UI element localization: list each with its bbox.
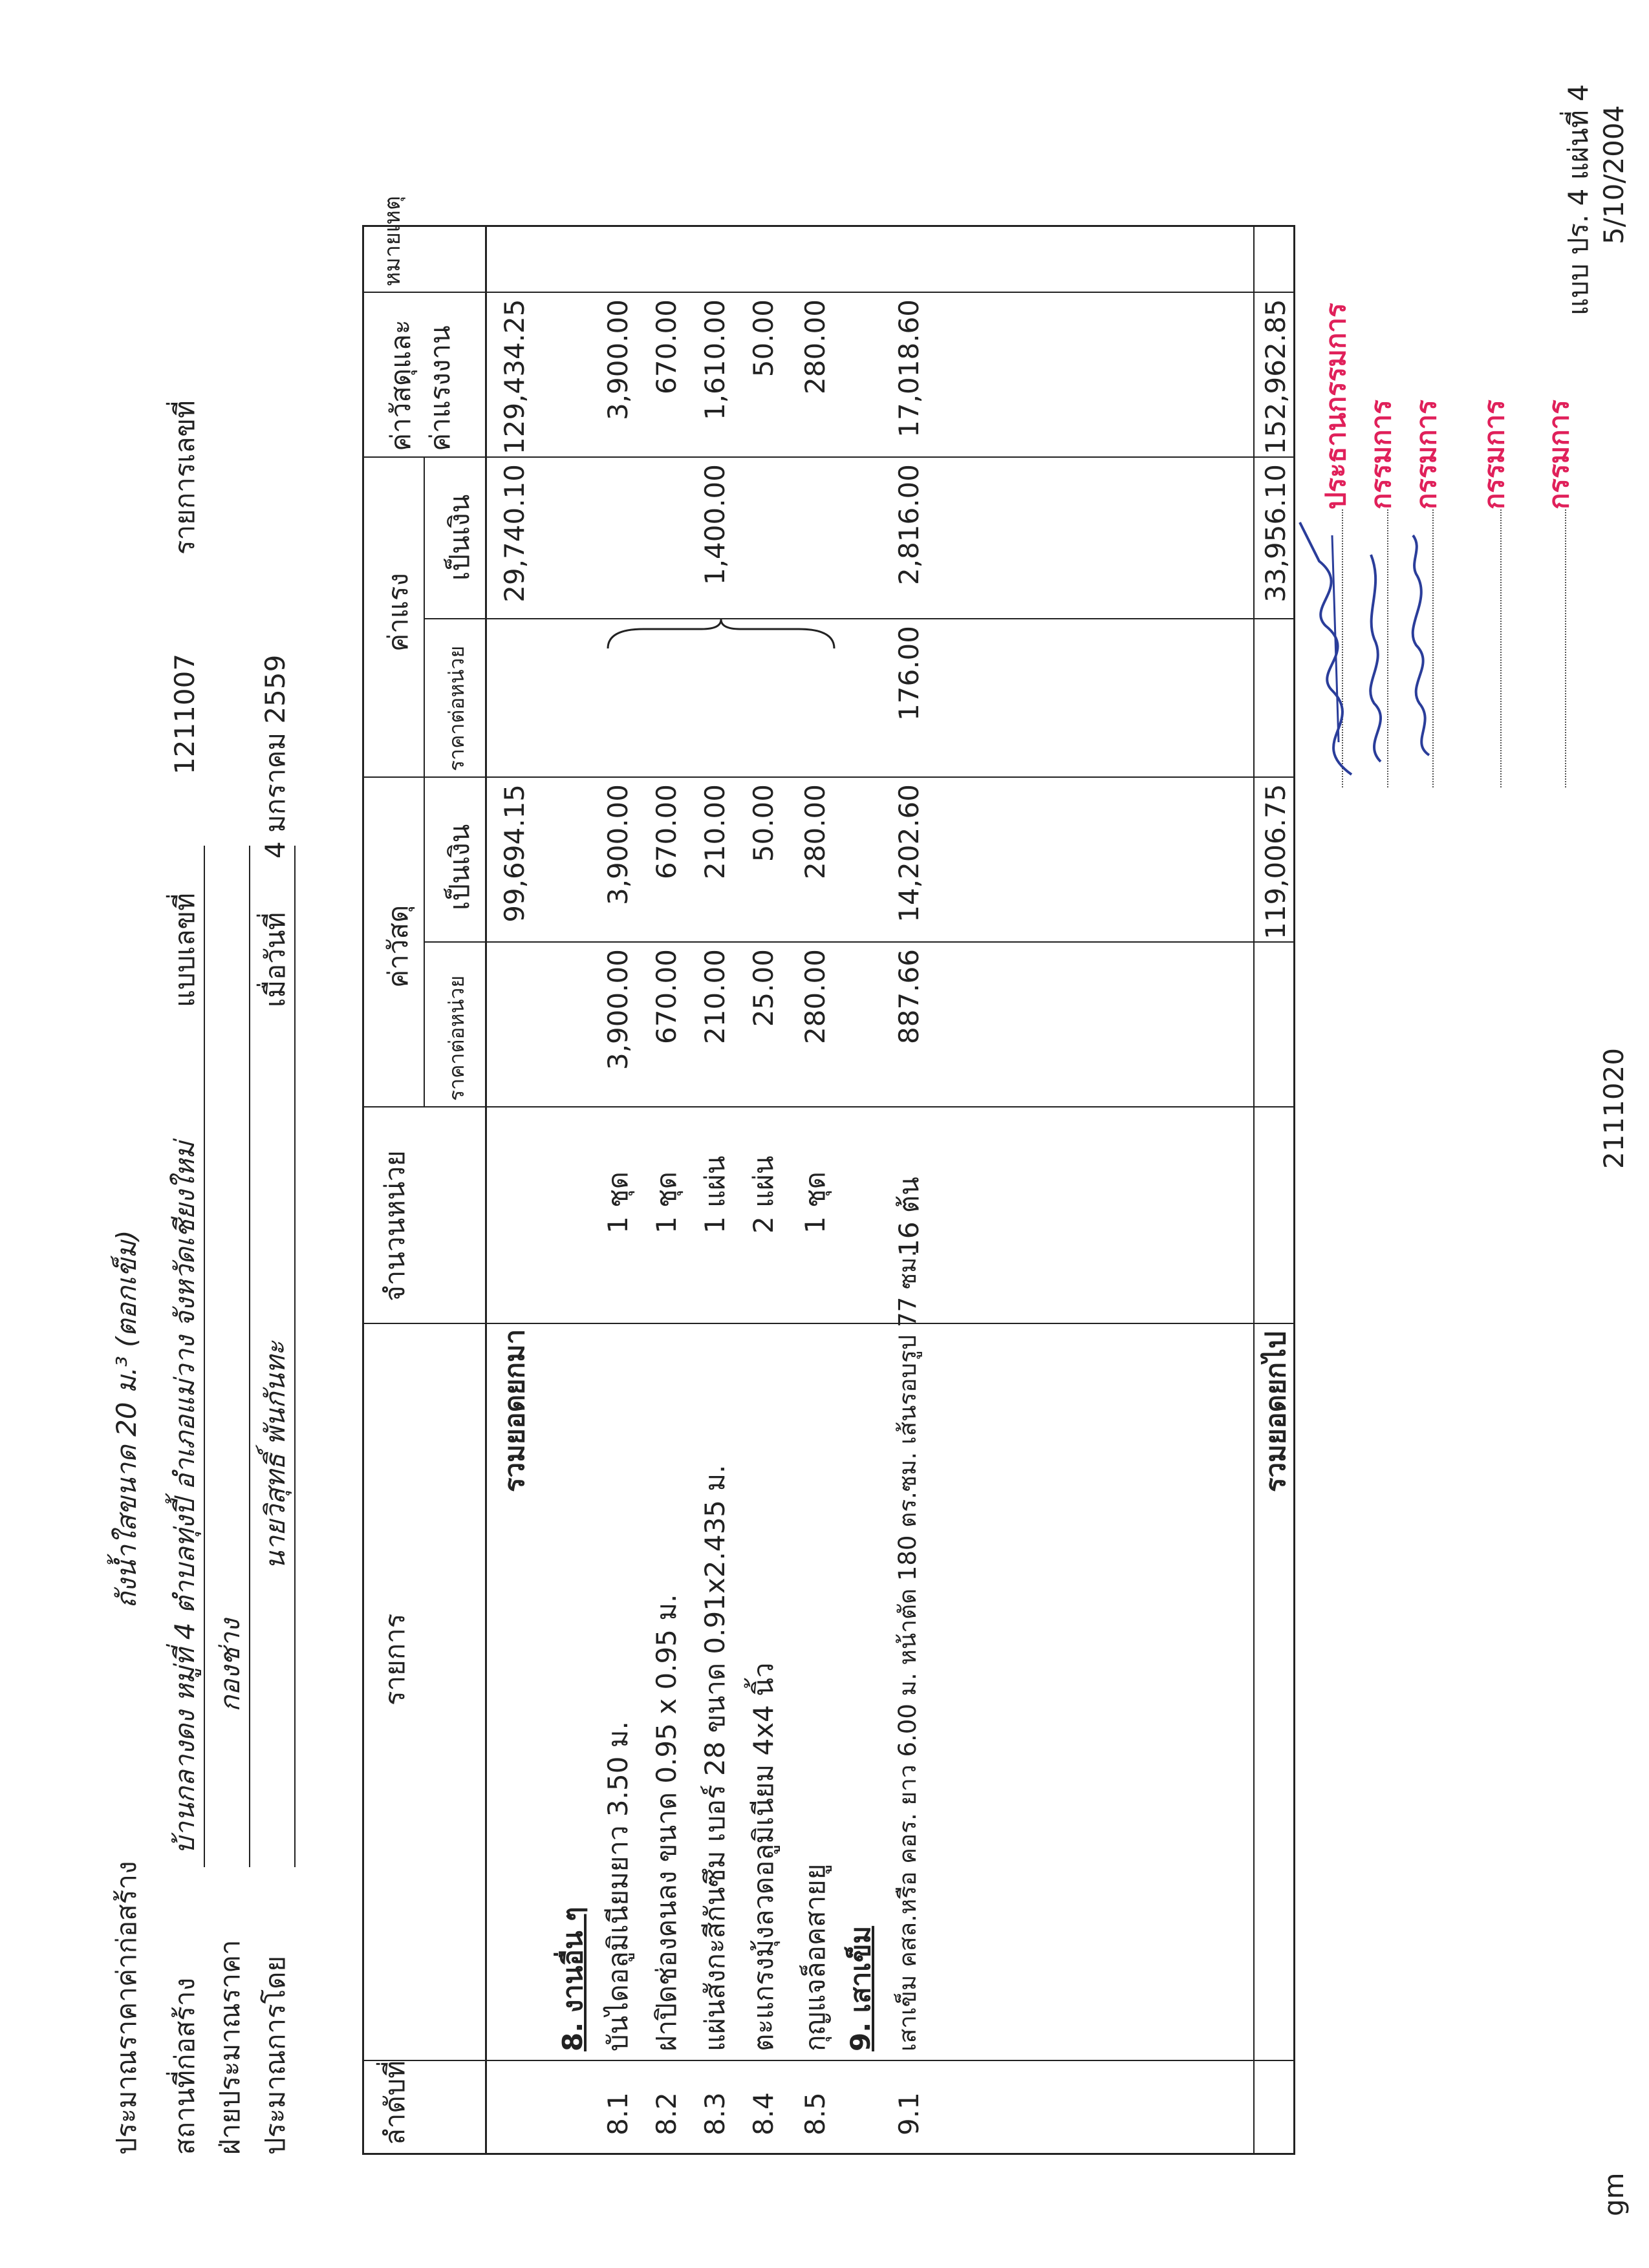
row-8-5-mt: 280.00 bbox=[799, 784, 831, 879]
by-underline bbox=[294, 846, 296, 1867]
design-value: 1211007 bbox=[169, 653, 200, 775]
row-8-2-sum: 670.00 bbox=[651, 299, 682, 394]
row-9-1-lt: 2,816.00 bbox=[893, 464, 925, 586]
table-left bbox=[362, 2153, 1295, 2155]
footer-center: 2111020 bbox=[1598, 1047, 1630, 1169]
col-header-remark: หมายเหตุ bbox=[380, 196, 405, 286]
sub-header-line-material bbox=[424, 776, 425, 1107]
col-header-material-total: เป็นเงิน bbox=[444, 824, 475, 910]
row-8-1-item: บันไดอลูมิเนียมยาว 3.50 ม. bbox=[602, 1721, 634, 2051]
total-row-top bbox=[1253, 225, 1255, 2155]
estimate-label: ประมาณราคาค่าก่อสร้าง bbox=[111, 1861, 142, 2155]
carried-forward-label: รวมยอดยกไป bbox=[1260, 1331, 1291, 1492]
col-header-sum: ค่าวัสดุและค่าแรงงาน bbox=[385, 319, 456, 451]
row-9-1-item: เสาเข็ม คสล.หรือ คอร. ยาว 6.00 ม. หน้าตัด 180 ตร.ซม. เส้นรอบรูป 77 ซม. bbox=[894, 1249, 921, 2051]
carried-forward-labour: 33,956.10 bbox=[1260, 464, 1291, 603]
row-8-5-item: กุญแจล็อคสายยู bbox=[799, 1863, 831, 2051]
member2-label: กรรมการ bbox=[1410, 400, 1442, 509]
row-8-2-mu: 670.00 bbox=[651, 949, 682, 1044]
member4-label: กรรมการ bbox=[1543, 400, 1575, 509]
brace-mark bbox=[605, 616, 837, 655]
site-value: บ้านกลางดง หมู่ที่ 4 ตำบลทุ่งปี้ อำเภอแม่วาง จังหวัดเชียงใหม่ bbox=[169, 1141, 200, 1854]
row-9-1-mu: 887.66 bbox=[893, 949, 925, 1044]
site-underline bbox=[204, 846, 205, 1867]
col-div-4 bbox=[424, 941, 1295, 943]
row-8-4-mt: 50.00 bbox=[748, 784, 779, 862]
table-right bbox=[362, 225, 1295, 227]
col-header-material: ค่าวัสดุ bbox=[382, 904, 414, 988]
row-8-3-no: 8.3 bbox=[699, 2092, 731, 2135]
row-8-2-mt: 670.00 bbox=[651, 784, 682, 879]
row-8-2-qty: 1 ชุด bbox=[651, 1171, 682, 1234]
row-9-1-sum: 17,018.60 bbox=[893, 299, 925, 438]
col-div-5 bbox=[362, 776, 1295, 778]
design-label: แบบเลขที่ bbox=[169, 893, 200, 1007]
col-div-7 bbox=[362, 456, 1295, 458]
row-8-2-item: ฝาปิดช่องคนลง ขนาด 0.95 x 0.95 ม. bbox=[651, 1594, 682, 2051]
dept-underline bbox=[249, 846, 250, 1867]
by-label: ประมาณการโดย bbox=[259, 1955, 291, 2155]
dept-value: กองช่าง bbox=[214, 1619, 246, 1712]
member1-label: กรรมการ bbox=[1365, 400, 1397, 509]
col-div-1 bbox=[362, 2060, 1295, 2061]
row-8-3-item: แผ่นสังกะสีกันซึม เบอร์ 28 ขนาด 0.91x2.435 ม. bbox=[699, 1464, 731, 2051]
footer-left: gm bbox=[1598, 2172, 1630, 2216]
sub-header-line-labour bbox=[424, 456, 425, 778]
row-8-3-lt: 1,400.00 bbox=[699, 464, 731, 586]
col-div-3 bbox=[362, 1106, 1295, 1107]
estimate-value: ถังน้ำใสขนาด 20 ม.³ (ตอกเข็ม) bbox=[111, 1230, 142, 1609]
signature-member2 bbox=[1397, 529, 1449, 762]
footer-right: 5/10/2004 bbox=[1598, 105, 1630, 244]
row-8-4-mu: 25.00 bbox=[748, 949, 779, 1027]
row-8-4-sum: 50.00 bbox=[748, 299, 779, 378]
row-8-5-mu: 280.00 bbox=[799, 949, 831, 1044]
row-9-1-mt: 14,202.60 bbox=[893, 784, 925, 923]
row-8-1-mu: 3,900.00 bbox=[602, 949, 634, 1071]
brought-forward-label: รวมยอดยกมา bbox=[499, 1329, 530, 1492]
brought-forward-material: 99,694.15 bbox=[499, 784, 530, 923]
col-header-labour-total: เป็นเงิน bbox=[444, 494, 475, 581]
item-no-label: รายการเลขที่ bbox=[169, 400, 200, 555]
member4-sign-line bbox=[1565, 509, 1566, 787]
brought-forward-sum: 129,434.25 bbox=[499, 299, 530, 455]
row-8-3-mu: 210.00 bbox=[699, 949, 731, 1044]
row-8-4-qty: 2 แผ่น bbox=[748, 1155, 779, 1234]
member3-label: กรรมการ bbox=[1478, 400, 1510, 509]
row-8-5-no: 8.5 bbox=[799, 2092, 831, 2135]
site-label: สถานที่ก่อสร้าง bbox=[169, 1978, 200, 2155]
col-header-no: ลำดับที่ bbox=[379, 2060, 411, 2145]
row-8-3-mt: 210.00 bbox=[699, 784, 731, 879]
row-8-3-sum: 1,610.00 bbox=[699, 299, 731, 421]
member3-sign-line bbox=[1500, 509, 1502, 787]
col-header-material-unit: ราคาต่อหน่วย bbox=[444, 975, 469, 1101]
row-8-4-item: ตะแกรงมุ้งลวดอลูมิเนียม 4x4 นิ้ว bbox=[748, 1662, 779, 2051]
section-9-heading: 9. เสาเข็ม bbox=[845, 1925, 876, 2051]
brought-forward-labour: 29,740.10 bbox=[499, 464, 530, 603]
row-8-1-sum: 3,900.00 bbox=[602, 299, 634, 421]
row-9-1-qty: 16 ต้น bbox=[893, 1177, 925, 1256]
by-value: นายวิสุทธิ์ พันกันทะ bbox=[259, 1341, 291, 1570]
row-8-1-qty: 1 ชุด bbox=[602, 1171, 634, 1234]
carried-forward-material: 119,006.75 bbox=[1260, 784, 1291, 939]
header-row-bottom bbox=[485, 225, 487, 2155]
chair-label: ประธานกรรมการ bbox=[1320, 303, 1352, 509]
col-header-labour: ค่าแรง bbox=[382, 573, 414, 652]
row-8-5-qty: 1 ชุด bbox=[799, 1171, 831, 1234]
row-9-1-no: 9.1 bbox=[893, 2092, 925, 2135]
col-header-labour-unit: ราคาต่อหน่วย bbox=[444, 645, 469, 771]
carried-forward-sum: 152,962.85 bbox=[1260, 299, 1291, 455]
row-8-3-qty: 1 แผ่น bbox=[699, 1155, 731, 1234]
dept-label: ฝ่ายประมาณราคา bbox=[214, 1940, 246, 2155]
col-header-item: รายการ bbox=[379, 1613, 411, 1706]
section-8-heading: 8. งานอื่น ๆ bbox=[557, 1907, 588, 2051]
col-div-6 bbox=[424, 618, 1295, 619]
row-8-2-no: 8.2 bbox=[651, 2092, 682, 2135]
col-div-8 bbox=[362, 292, 1295, 293]
col-header-qty: จำนวนหน่วย bbox=[379, 1150, 411, 1301]
date-value: 4 มกราคม 2559 bbox=[259, 654, 291, 859]
row-9-1-lu: 176.00 bbox=[893, 626, 925, 721]
row-8-1-no: 8.1 bbox=[602, 2092, 634, 2135]
signature-member1 bbox=[1355, 522, 1400, 768]
col-div-2 bbox=[362, 1323, 1295, 1324]
date-label: เมื่อวันที่ bbox=[259, 912, 291, 1007]
row-8-1-mt: 3,900.00 bbox=[602, 784, 634, 906]
table-top bbox=[362, 225, 364, 2155]
form-code: แบบ ปร. 4 แผ่นที่ 4 bbox=[1562, 84, 1594, 316]
row-8-5-sum: 280.00 bbox=[799, 299, 831, 394]
row-8-4-no: 8.4 bbox=[748, 2092, 779, 2135]
